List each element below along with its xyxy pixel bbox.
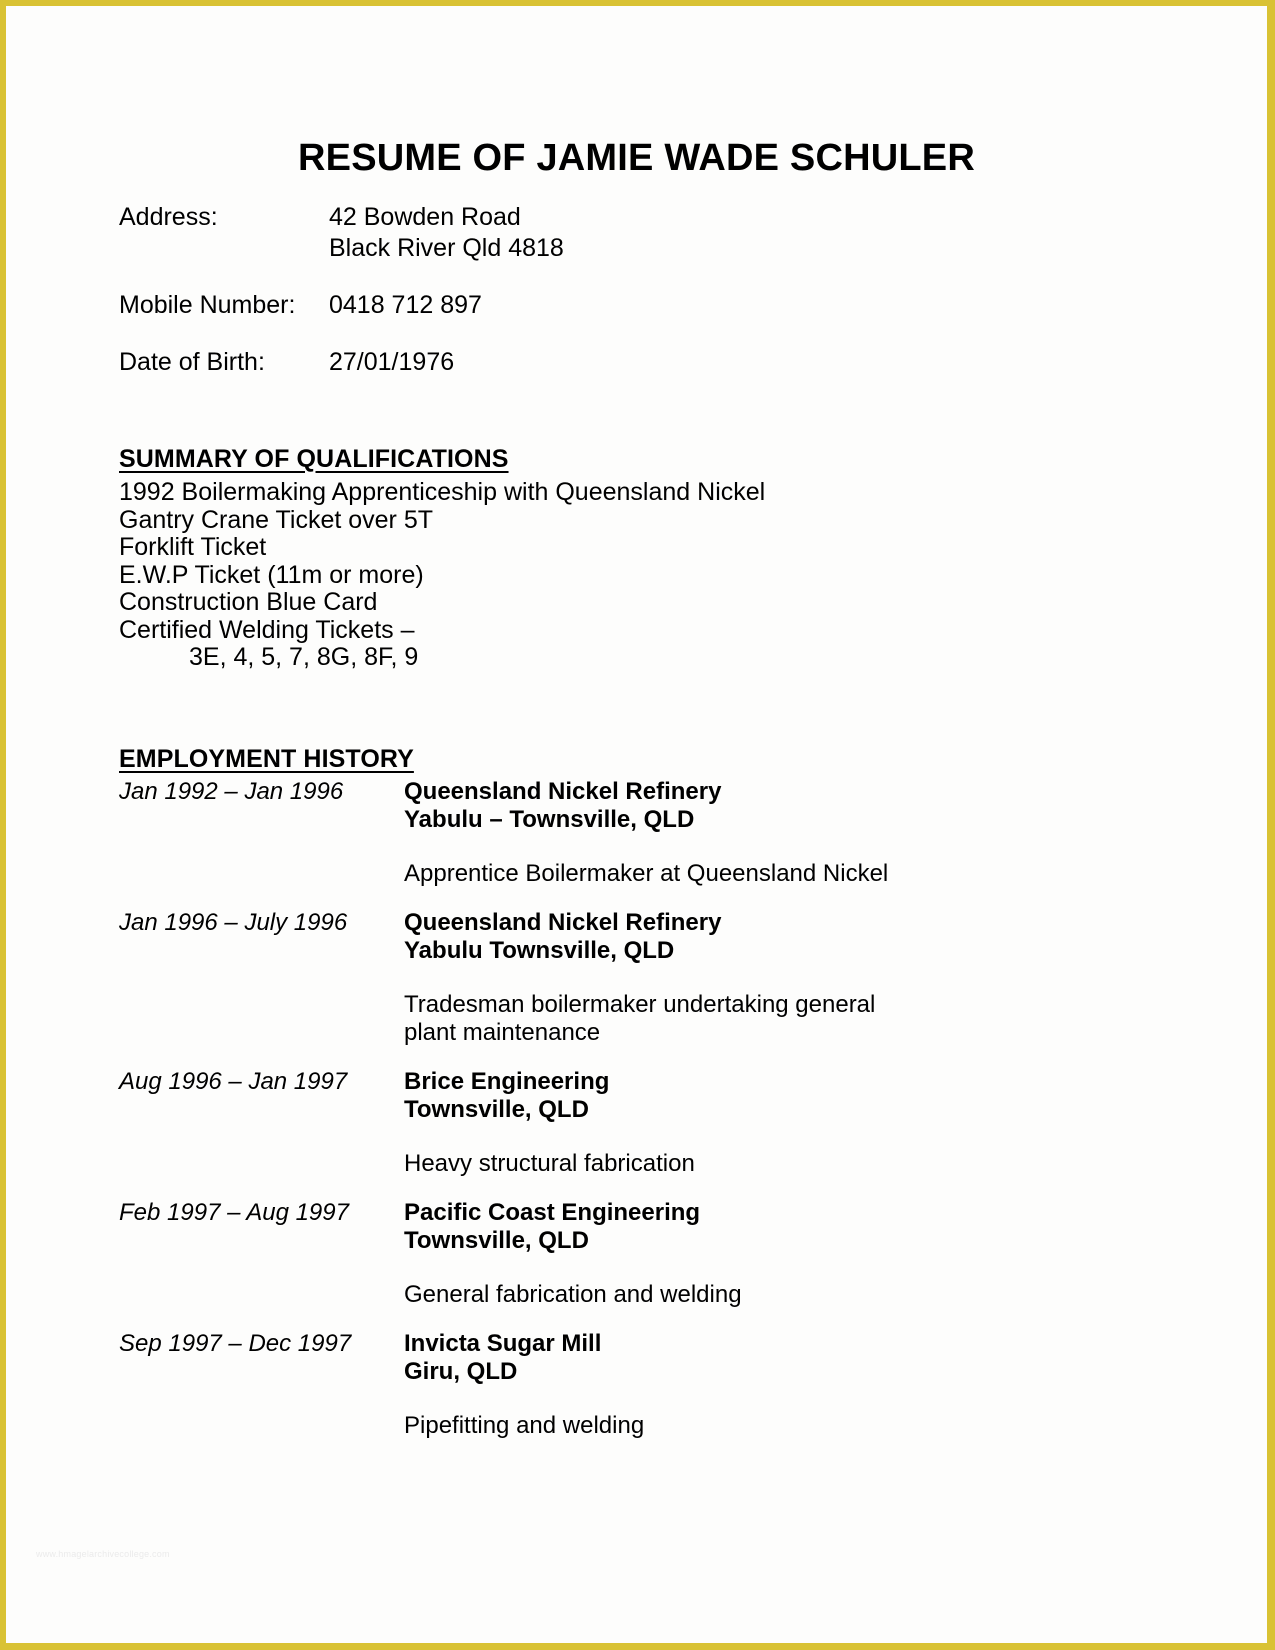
employment-entry-header bbox=[119, 1068, 1119, 1124]
contact-label-address: Address: bbox=[119, 203, 218, 231]
employment-dates: Jan 1992 – Jan 1996 bbox=[119, 778, 344, 805]
employment-organisation bbox=[404, 1199, 700, 1255]
employment-entry-header bbox=[119, 909, 1119, 965]
qualification-item: Construction Blue Card bbox=[119, 588, 378, 616]
employment-entry-header bbox=[119, 1330, 1119, 1386]
employer-name: Brice Engineering bbox=[404, 1068, 610, 1095]
employer-location: Giru, QLD bbox=[404, 1358, 518, 1385]
employment-entry bbox=[119, 1330, 1119, 1440]
page-title: RESUME OF JAMIE WADE SCHULER bbox=[298, 137, 975, 180]
contact-value-address bbox=[329, 202, 564, 264]
contact-label-dob: Date of Birth: bbox=[119, 348, 265, 376]
employment-description-line: General fabrication and welding bbox=[404, 1281, 742, 1308]
qualification-item: Certified Welding Tickets – bbox=[119, 615, 415, 644]
employment-entry-header bbox=[119, 778, 1119, 834]
contact-row-address bbox=[119, 202, 879, 264]
qualification-item-welding-codes: 3E, 4, 5, 7, 8G, 8F, 9 bbox=[189, 643, 419, 671]
employment-description-line: Pipefitting and welding bbox=[404, 1412, 645, 1439]
qualification-item: Gantry Crane Ticket over 5T bbox=[119, 505, 434, 534]
contact-row-mobile bbox=[119, 290, 879, 321]
qualification-item: Forklift Ticket bbox=[119, 533, 267, 561]
qualification-item: 1992 Boilermaking Apprenticeship with Queensland Nickel bbox=[119, 478, 766, 506]
employment-description-line: Heavy structural fabrication bbox=[404, 1150, 695, 1177]
employment-entry bbox=[119, 1199, 1119, 1309]
contact-value-mobile bbox=[329, 290, 482, 321]
employment-dates: Sep 1997 – Dec 1997 bbox=[119, 1330, 352, 1357]
employment-organisation bbox=[404, 778, 721, 834]
employment-entry bbox=[119, 1068, 1119, 1178]
employment-organisation bbox=[404, 1068, 609, 1124]
qualifications-list bbox=[119, 479, 939, 672]
employment-description bbox=[404, 1281, 904, 1309]
employer-name: Queensland Nickel Refinery bbox=[404, 909, 722, 936]
employment-description bbox=[404, 1412, 904, 1440]
mobile-number: 0418 712 897 bbox=[329, 291, 482, 319]
employment-description bbox=[404, 860, 904, 888]
employment-entry bbox=[119, 909, 1119, 1047]
employment-description-line: Apprentice Boilermaker at Queensland Nickel bbox=[404, 860, 889, 887]
employer-location: Yabulu – Townsville, QLD bbox=[404, 806, 695, 833]
employment-history-list bbox=[119, 778, 1119, 1440]
employer-location: Townsville, QLD bbox=[404, 1227, 589, 1254]
source-watermark: www.hmagelarchivecollege.com bbox=[36, 1549, 170, 1559]
employment-description-line: Tradesman boilermaker undertaking general bbox=[404, 991, 876, 1018]
employment-organisation bbox=[404, 1330, 601, 1386]
employer-location: Townsville, QLD bbox=[404, 1096, 589, 1123]
employer-name: Invicta Sugar Mill bbox=[404, 1330, 602, 1357]
employment-dates: Aug 1996 – Jan 1997 bbox=[119, 1068, 348, 1095]
contact-value-dob bbox=[329, 347, 454, 378]
address-line-2: Black River Qld 4818 bbox=[329, 234, 564, 262]
section-heading-employment: EMPLOYMENT HISTORY bbox=[119, 744, 414, 773]
employment-dates: Jan 1996 – July 1996 bbox=[119, 909, 348, 936]
employer-name: Pacific Coast Engineering bbox=[404, 1199, 701, 1226]
address-line-1: 42 Bowden Road bbox=[329, 203, 521, 231]
employment-entry bbox=[119, 778, 1119, 888]
contact-details-block bbox=[119, 202, 879, 378]
date-of-birth: 27/01/1976 bbox=[329, 348, 455, 376]
contact-label-mobile: Mobile Number: bbox=[119, 291, 296, 319]
employment-dates: Feb 1997 – Aug 1997 bbox=[119, 1199, 349, 1226]
employment-description bbox=[404, 991, 904, 1047]
contact-row-dob bbox=[119, 347, 879, 378]
employment-description-line: plant maintenance bbox=[404, 1019, 601, 1046]
page-sheet bbox=[6, 6, 1267, 1643]
employment-organisation bbox=[404, 909, 721, 965]
qualification-item: E.W.P Ticket (11m or more) bbox=[119, 560, 424, 589]
employment-description bbox=[404, 1150, 904, 1178]
employment-entry-header bbox=[119, 1199, 1119, 1255]
employer-location: Yabulu Townsville, QLD bbox=[404, 937, 675, 964]
section-heading-qualifications: SUMMARY OF QUALIFICATIONS bbox=[119, 444, 509, 473]
employer-name: Queensland Nickel Refinery bbox=[404, 778, 722, 805]
